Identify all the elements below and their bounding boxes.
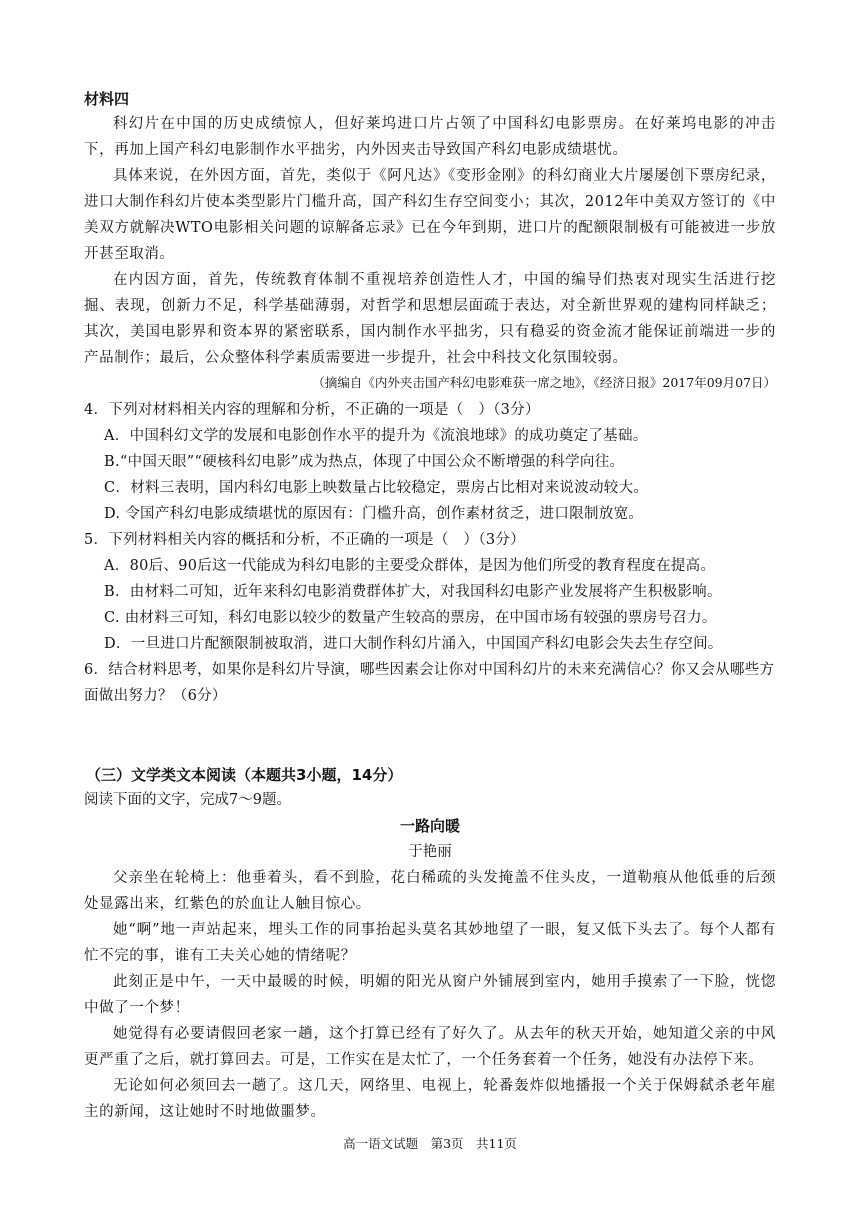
material-paragraph: 在内因方面，首先，传统教育体制不重视培养创造性人才，中国的编导们热衷对现实生活进行挖掘、表现，创新力不足，科学基础薄弱，对哲学和思想层面疏于表达，对全新世界观的建构同样缺乏；其次，美国电影界和资本界的紧密联系，国内制作水平拙劣，只有稳妥的资金流才能保证前端进一步的产品制作；最后，公众整体科学素质需要进一步提升，社会中科技文化氛围较弱。 bbox=[84, 272, 776, 366]
story-paragraph: 她觉得有必要请假回老家一趟，这个打算已经有了好久了。从去年的秋天开始，她知道父亲的中风更严重了之后，就打算回去。可是，工作实在是太忙了，一个任务套着一个任务，她没有办法停下来。 bbox=[84, 1026, 776, 1068]
section-3-instruction: 阅读下面的文字，完成7～9题。 bbox=[84, 792, 291, 808]
question-4-option-d: D. 令国产科幻电影成绩堪忧的原因有：门槛升高，创作素材贫乏，进口限制放宽。 bbox=[104, 506, 644, 522]
question-5-stem: 5．下列材料相关内容的概括和分析，不正确的一项是（ ）（3分） bbox=[84, 532, 525, 548]
story-author: 于艳丽 bbox=[408, 844, 452, 860]
material-paragraph: 科幻片在中国的历史成绩惊人，但好莱坞进口片占领了中国科幻电影票房。在好莱坞电影的冲击下，再加上国产科幻电影制作水平拙劣，内外因夹击导致国产科幻电影成绩堪忧。 bbox=[84, 116, 776, 158]
question-5-option-a: A．80后、90后这一代能成为科幻电影的主要受众群体，是因为他们所受的教育程度在提高。 bbox=[104, 558, 716, 574]
question-4-option-c: C．材料三表明，国内科幻电影上映数量占比较稳定，票房占比相对来说波动较大。 bbox=[104, 480, 649, 496]
question-4-option-a: A．中国科幻文学的发展和电影创作水平的提升为《流浪地球》的成功奠定了基础。 bbox=[104, 428, 648, 444]
question-5-option-d: D．一旦进口片配额限制被取消，进口大制作科幻片涌入，中国国产科幻电影会失去生存空间。 bbox=[104, 636, 723, 652]
story-title: 一路向暖 bbox=[399, 817, 460, 835]
question-5-option-c: C. 由材料三可知，科幻电影以较少的数量产生较高的票房，在中国市场有较强的票房号召力。 bbox=[104, 610, 717, 626]
question-6-stem: 6．结合材料思考，如果你是科幻片导演，哪些因素会让你对中国科幻片的未来充满信心？你又会从哪些方面做出努力？（6分） bbox=[84, 662, 775, 704]
material-paragraph: 具体来说，在外因方面，首先，类似于《阿凡达》《变形金刚》的科幻商业大片屡屡创下票房纪录，进口大制作科幻片使本类型影片门槛升高，国产科幻生存空间变小；其次，2012年中美双方签订的《中美双方就解决WTO电影相关问题的谅解备忘录》已在今年到期，进口片的配额限制极有可能被进一步放开甚至取消。 bbox=[84, 168, 776, 262]
story-paragraph: 无论如何必须回去一趟了。这几天，网络里、电视上，轮番轰炸似地播报一个关于保姆弑杀老年雇主的新闻，这让她时不时地做噩梦。 bbox=[84, 1078, 776, 1120]
question-5-option-b: B．由材料二可知，近年来科幻电影消费群体扩大，对我国科幻电影产业发展将产生积极影响。 bbox=[104, 584, 722, 600]
question-4-stem: 4．下列对材料相关内容的理解和分析，不正确的一项是（ ）（3分） bbox=[84, 402, 540, 418]
story-paragraph: 此刻正是中午，一天中最暖的时候，明媚的阳光从窗户外铺展到室内，她用手摸索了一下脸，恍惚中做了一个梦！ bbox=[84, 974, 776, 1016]
question-4-option-b: B.“中国天眼”“硬核科幻电影”成为热点，体现了中国公众不断增强的科学向往。 bbox=[104, 454, 625, 470]
story-paragraph: 父亲坐在轮椅上：他垂着头，看不到脸，花白稀疏的头发掩盖不住头皮，一道勒痕从他低垂的后颈处显露出来，红紫色的於血让人触目惊心。 bbox=[84, 870, 776, 912]
section-3-heading: （三）文学类文本阅读（本题共3小题，14分） bbox=[86, 766, 403, 784]
page-footer: 高一语文试题 第3页 共11页 bbox=[343, 1136, 517, 1151]
story-paragraph: 她“啊”地一声站起来，埋头工作的同事抬起头莫名其妙地望了一眼，复又低下头去了。每个人都有忙不完的事，谁有工夫关心她的情绪呢？ bbox=[84, 922, 776, 964]
material-heading: 材料四 bbox=[84, 90, 130, 108]
material-source: （摘编自《内外夹击国产科幻电影难获一席之地》，《经济日报》2017年09月07日） bbox=[312, 375, 776, 390]
